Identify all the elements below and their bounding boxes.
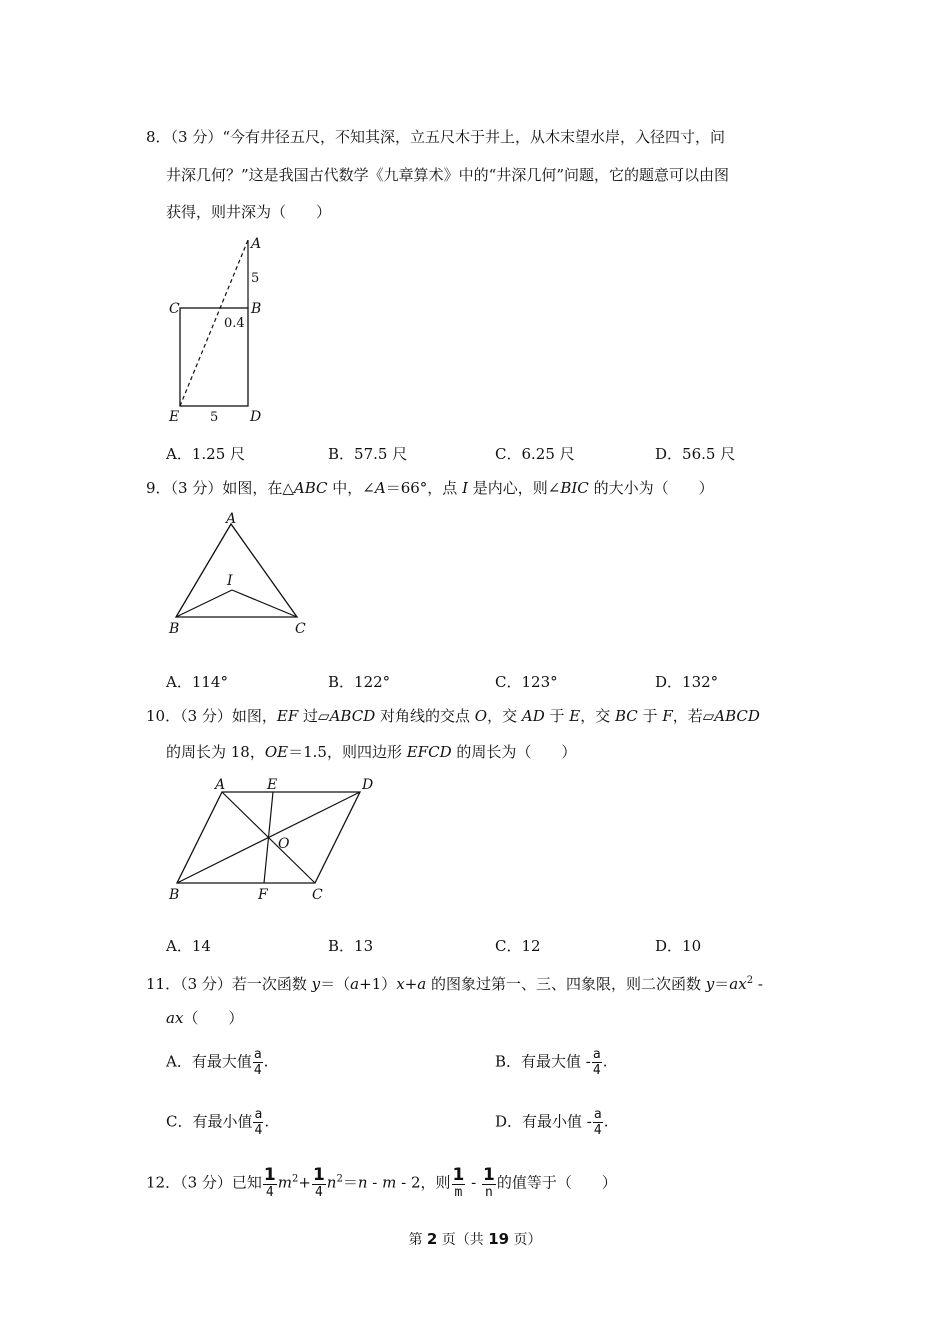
label-A: A bbox=[215, 777, 226, 793]
q10-line1: 10．（3 分）如图，EF 过▱ABCD 对角线的交点 O，交 AD 于 E，交 BC 于 F，若▱ABCD bbox=[146, 707, 760, 725]
q9-figure bbox=[165, 510, 315, 640]
q9-option-c[interactable]: C．123° bbox=[495, 673, 558, 691]
q9-option-d[interactable]: D．132° bbox=[655, 673, 719, 691]
q10-option-c[interactable]: C．12 bbox=[495, 937, 541, 955]
label-I: I bbox=[227, 573, 233, 589]
q11-option-b[interactable]: B．有最大值 - $\frac{a}{4}$ . bbox=[495, 1047, 608, 1078]
label-D: D bbox=[250, 409, 262, 425]
fraction: $\frac{a}{4}$ bbox=[593, 1107, 602, 1138]
label-A: A bbox=[251, 236, 262, 252]
label-F: F bbox=[258, 887, 268, 903]
q10-option-b[interactable]: B．13 bbox=[328, 937, 374, 955]
segment-ef bbox=[264, 792, 273, 883]
q10-option-d[interactable]: D．10 bbox=[655, 937, 702, 955]
q10-option-a[interactable]: A．14 bbox=[166, 937, 211, 955]
label-A: A bbox=[226, 511, 237, 527]
label-E: E bbox=[267, 777, 278, 793]
q8-option-a[interactable]: A．1.25 尺 bbox=[166, 445, 245, 463]
q8-line3: 获得，则井深为（ ） bbox=[166, 203, 332, 221]
q11-line2: ax（ ） bbox=[166, 1009, 244, 1027]
q9-line1: 9．（3 分）如图，在△ABC 中，∠A＝66°，点 I 是内心，则∠BIC 的大小为（ ） bbox=[146, 479, 714, 497]
num-5-top: 5 bbox=[251, 271, 260, 286]
fraction-1-4: $\frac{1}{4}$ bbox=[263, 1165, 276, 1200]
fraction: $\frac{a}{4}$ bbox=[592, 1047, 601, 1078]
num-5-bottom: 5 bbox=[210, 410, 219, 425]
page-total: 19 bbox=[488, 1230, 510, 1248]
fraction-1-m: $\frac{1}{m}$ bbox=[452, 1165, 465, 1200]
q11-option-d[interactable]: D．有最小值 - $\frac{a}{4}$ . bbox=[495, 1107, 609, 1138]
page-footer: 第 2 页（共 19 页） bbox=[408, 1230, 542, 1248]
label-C: C bbox=[169, 301, 180, 317]
label-O: O bbox=[278, 836, 290, 852]
fraction-1-4: $\frac{1}{4}$ bbox=[312, 1165, 325, 1200]
q11-line1: 11．（3 分）若一次函数 y＝（a+1）x+a 的图象过第一、三、四象限，则二次函数 $y=ax^2$ - bbox=[146, 975, 763, 993]
fraction: $\frac{a}{4}$ bbox=[253, 1047, 262, 1078]
page-number: 2 bbox=[426, 1230, 438, 1248]
q8-option-d[interactable]: D．56.5 尺 bbox=[655, 445, 736, 463]
label-D: D bbox=[362, 777, 374, 793]
q10-figure bbox=[165, 775, 385, 905]
q8-option-b[interactable]: B．57.5 尺 bbox=[328, 445, 408, 463]
q9-option-a[interactable]: A．114° bbox=[166, 673, 228, 691]
q11-option-c[interactable]: C．有最小值 $\frac{a}{4}$ . bbox=[166, 1107, 270, 1138]
fraction-1-n: $\frac{1}{n}$ bbox=[482, 1165, 495, 1200]
q8-option-c[interactable]: C．6.25 尺 bbox=[495, 445, 575, 463]
q9-option-b[interactable]: B．122° bbox=[328, 673, 391, 691]
q10-line2: 的周长为 18，OE＝1.5，则四边形 EFCD 的周长为（ ） bbox=[166, 743, 577, 761]
q12-line1: 12．（3 分）已知 $\frac{1}{4}$ $m^2+$ $\frac{1}{4}$ $n^2=n - m - 2$，则 $\frac{1}{m}$ - $\frac{1}{n}$ 的值等于（ ） bbox=[146, 1165, 617, 1200]
q8-figure bbox=[160, 230, 280, 430]
q8-line2: 井深几何？”这是我国古代数学《九章算术》中的“井深几何”问题，它的题意可以由图 bbox=[166, 166, 730, 184]
label-C: C bbox=[295, 621, 306, 637]
num-0.4: 0.4 bbox=[224, 316, 245, 331]
q11-option-a[interactable]: A．有最大值 $\frac{a}{4}$ . bbox=[166, 1047, 269, 1078]
fraction: $\frac{a}{4}$ bbox=[254, 1107, 263, 1138]
triangle-abc bbox=[176, 524, 297, 617]
label-B: B bbox=[169, 621, 180, 637]
label-C: C bbox=[312, 887, 323, 903]
label-B: B bbox=[251, 301, 262, 317]
q8-line1: 8．（3 分）“今有井径五尺，不知其深，立五尺木于井上，从木末望水岸，入径四寸，问 bbox=[146, 128, 726, 146]
label-B: B bbox=[169, 887, 180, 903]
label-E: E bbox=[169, 409, 180, 425]
